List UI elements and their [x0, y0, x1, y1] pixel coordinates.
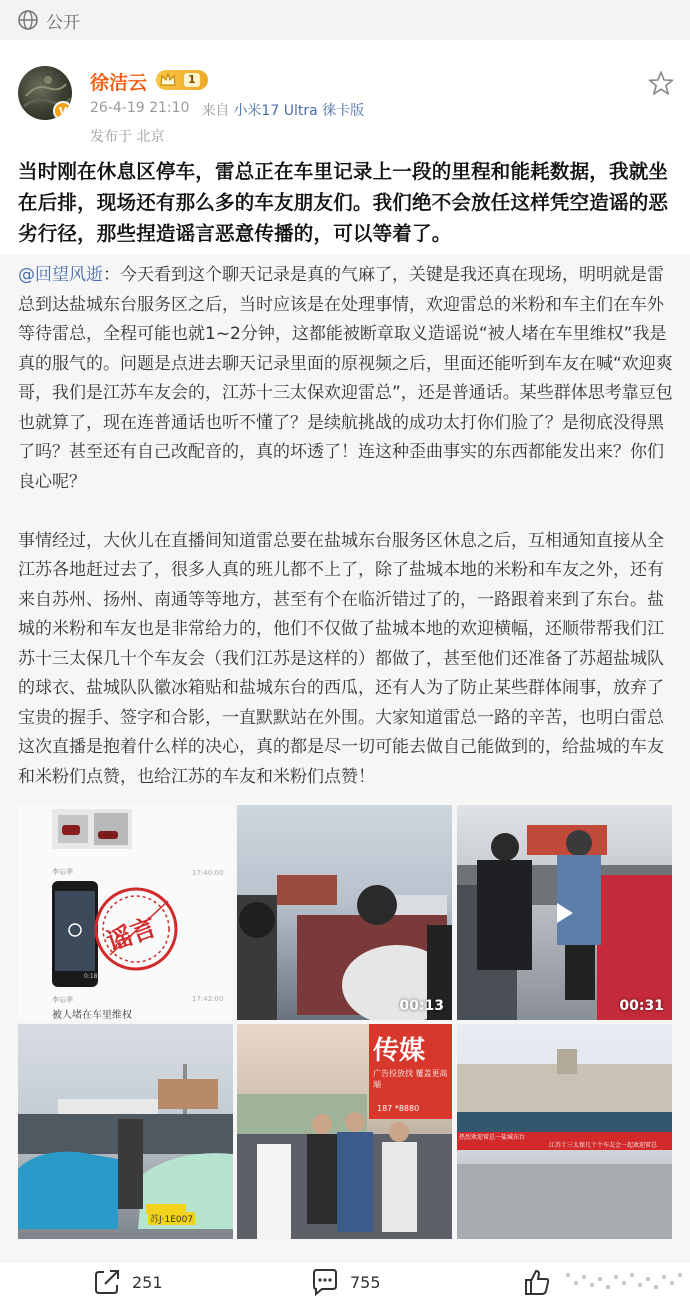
post-timestamp: 26-4-19 21:10	[90, 100, 190, 116]
post-header	[0, 48, 690, 148]
banner-right-text: 江苏十三太保几十个车友会一起欢迎雷总	[549, 1142, 658, 1149]
post-meta	[90, 100, 364, 120]
globe-icon	[18, 10, 38, 30]
video-duration-1: 00:13	[399, 998, 444, 1014]
image-tile-4[interactable]	[18, 1024, 233, 1239]
sign-main-text: 传媒	[373, 1036, 426, 1066]
chat-name-2: 李忘季	[52, 996, 73, 1004]
video-tile-2[interactable]	[457, 805, 672, 1020]
post-device[interactable]: 小米17 Ultra 徕卡版	[233, 103, 365, 119]
photo-cars	[18, 1024, 233, 1239]
image-tile-1[interactable]	[18, 805, 233, 1020]
post-location: 发布于 北京	[90, 129, 165, 145]
author-name[interactable]: 徐洁云	[90, 72, 148, 94]
comment-icon	[310, 1267, 340, 1297]
chat-caption: 被人堵在车里维权	[52, 1010, 132, 1020]
share-icon	[92, 1267, 122, 1297]
visibility-bar	[0, 0, 690, 40]
action-bar	[0, 1263, 690, 1306]
video-frame-street	[457, 805, 672, 1020]
post-body: 当时刚在休息区停车，雷总正在车里记录上一段的里程和能耗数据，我就坐在后排，现场还有那么多的车友朋友们。我们绝不会放任这样凭空造谣的恶劣行径，那些捏造谣言恶意传播的，可以等着了。	[18, 160, 669, 245]
video-tile-1[interactable]	[237, 805, 452, 1020]
repost-card[interactable]	[0, 255, 690, 1263]
video-frame-crowd	[237, 805, 452, 1020]
repost-count: 251	[132, 1272, 163, 1292]
crown-icon	[160, 73, 176, 87]
rumor-stamp: 谣言	[103, 912, 160, 957]
repost-body	[18, 261, 674, 822]
visibility-label: 公开	[46, 12, 80, 33]
repost-action[interactable]	[92, 1267, 163, 1297]
chat-name-1: 李忘季	[52, 868, 73, 876]
level-number: 1	[184, 73, 200, 87]
image-tile-5[interactable]	[237, 1024, 452, 1239]
repost-paragraph-1: ：今天看到这个聊天记录是真的气麻了，关键是我还真在现场，明明就是雷总到达盐城东台服务区之后，当时应该是在处理事情，欢迎雷总的米粉和车主们在车外等待雷总，全程可能也就1~2分钟，这都能被断章取义造谣说“被人堵在车里维权”我是真的服气的。问题是点进去聊天记录里面的原视频之后，里面还能听到车友在喊“欢迎爽哥，我们是江苏车友会的，江苏十三太保欢迎雷总”，还是普通话。某些群体思考靠豆包也就算了，现在连普通话也听不懂了？是续航挑战的成功太打你们脸了？是彻底没得黑了吗？甚至还有自己改配音的，真的坏透了！连这种歪曲事实的东西都能发出来？你们良心呢？	[18, 265, 673, 492]
car-plate: 苏J·1E007	[148, 1212, 195, 1225]
comment-action[interactable]	[310, 1267, 381, 1297]
comment-count: 755	[350, 1272, 381, 1292]
avatar[interactable]	[18, 66, 72, 120]
sign-sub-text: 广告投放找 覆盖更高端	[373, 1069, 448, 1089]
thumbs-up-icon	[522, 1267, 552, 1297]
repost-mention[interactable]: @回望风逝	[18, 265, 103, 285]
level-badge	[156, 70, 208, 90]
star-icon[interactable]	[648, 70, 674, 96]
banner-left-text: 热烈欢迎雷总一盐城东台	[459, 1134, 526, 1141]
video-duration-2: 00:31	[619, 998, 664, 1014]
image-tile-6[interactable]	[457, 1024, 672, 1239]
chat-time-2: 17:42:00	[192, 995, 224, 1003]
repost-paragraph-2: 事情经过，大伙儿在直播间知道雷总要在盐城东台服务区休息之后，互相通知直接从全江苏各地赶过去了，很多人真的班儿都不上了，除了盐城本地的米粉和车友之外，还有来自苏州、扬州、南通等等地方，甚至有个在临沂错过了的，一路跟着来到了东台。盐城的米粉和车友也是非常给力的，他们不仅做了盐城本地的欢迎横幅，还顺带帮我们江苏十三太保几十个车友会（我们江苏是这样的）都做了，甚至他们还准备了苏超盐城队的球衣、盐城队队徽冰箱贴和盐城东台的西瓜，还有人为了防止某些群体闹事，放弃了宝贵的握手、签字和合影，一直默默站在外围。大家知道雷总一路的辛苦，也明白雷总这次直播是抱着什么样的决心，真的都是尽一切可能去做自己能做到的，给盐城的车友和米粉们点赞，也给江苏的车友和米粉们点赞！	[18, 530, 664, 787]
sign-phone: 187 *8880	[377, 1104, 420, 1113]
chat-screenshot-image	[18, 805, 233, 1020]
more-icon	[562, 1267, 690, 1297]
video-thumb-time: 0:18	[84, 973, 98, 980]
chat-time-1: 17:40:00	[192, 869, 224, 877]
like-action[interactable]	[522, 1267, 690, 1297]
verified-badge: V	[53, 101, 72, 120]
source-prefix: 来自	[201, 103, 230, 119]
